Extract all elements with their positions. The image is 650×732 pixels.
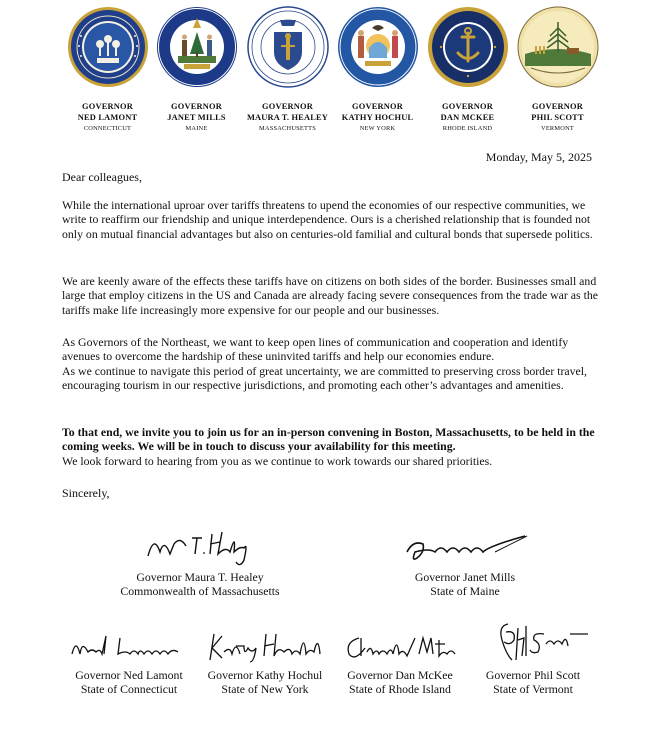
sincerely: Sincerely, [62,486,110,500]
governor-seals-row [60,6,600,156]
signatory-name: Governor Kathy Hochul [207,668,323,682]
governor-column-rhode-island [420,6,515,134]
governor-name: PHIL SCOTT [531,112,584,122]
governor-name: KATHY HOCHUL [341,112,414,122]
signatory-name: Governor Maura T. Healey [136,570,264,584]
signatory-state: State of Vermont [493,682,573,697]
mckee-signature-icon [339,626,461,668]
governor-state: VERMONT [541,125,574,132]
salutation: Dear colleagues, [62,170,142,184]
signature-block-healey [110,522,290,598]
governor-title: GOVERNOR [171,102,222,111]
paragraph-2: We are keenly aware of the effects these tariffs have on citizens on both sides of the border. Businesses small and large that employ citizens in the US and Canada are already facing severe consequences from the trade war as the tariffs make life increasingly more expensive for our people and our businesses. [62,274,598,317]
governor-state: NEW YORK [359,125,396,132]
governor-title: GOVERNOR [262,102,313,111]
paragraph-3-sentence-1: As Governors of the Northeast, we want to keep open lines of communication and cooperation and identify avenues to overcome the hardship of these uninvited tariffs and help our economies endure. [62,335,569,364]
signatory-name: Governor Phil Scott [485,668,581,682]
signatory-state: Commonwealth of Massachusetts [120,584,280,599]
signature-block-lamont [64,626,194,696]
governor-name: MAURA T. HEALEY [246,112,329,122]
governor-state: RHODE ISLAND [442,125,493,132]
maine-seal-icon [156,6,238,88]
governor-column-vermont [510,6,605,134]
governor-state: MAINE [185,125,208,132]
healey-signature-icon [140,522,260,570]
hochul-signature-icon [204,626,326,668]
signature-block-scott [468,620,598,696]
signatory-state: State of Maine [430,584,500,599]
governor-column-massachusetts [240,6,335,134]
lamont-signature-icon [68,626,190,668]
signatory-name: Governor Ned Lamont [75,668,183,682]
mills-signature-icon [395,522,535,570]
signature-block-hochul [200,626,330,696]
signatory-state: State of New York [221,682,309,697]
governor-name: NED LAMONT [77,112,138,122]
governor-state: MASSACHUSETTS [259,125,316,132]
governor-title: GOVERNOR [442,102,493,111]
signatory-name: Governor Dan McKee [347,668,453,682]
governor-name: JANET MILLS [167,112,226,122]
governor-title: GOVERNOR [352,102,403,111]
paragraph-4 [62,425,602,468]
connecticut-seal-icon [67,6,149,88]
paragraph-3-sentence-2: As we continue to navigate this period of great uncertainty, we are committed to preserving cross border travel, encouraging tourism in our respective jurisdictions, and promoting each other’s advantages and amenities. [62,363,588,393]
governor-name: DAN MCKEE [440,112,495,122]
governor-column-new-york [330,6,425,134]
signatory-state: State of Rhode Island [349,682,451,697]
scott-signature-icon [472,620,594,668]
massachusetts-seal-icon [247,6,329,88]
signature-block-mckee [335,626,465,696]
governor-title: GOVERNOR [532,102,583,111]
rhode-island-seal-icon [427,6,509,88]
governor-column-connecticut [60,6,155,134]
letter-date: Monday, May 5, 2025 [485,150,592,164]
closing-line: We look forward to hearing from you as we continue to work towards our shared priorities. [62,453,493,468]
paragraph-1: While the international uproar over tariffs threatens to upend the economies of our respective communities, we write to reaffirm our friendship and unique interdependence. Ours is a cherished relationship that is founded not only on mutual financial advantages but also on centuries-old familial and cultural bonds that supersede politics. [62,198,593,241]
governor-state: CONNECTICUT [83,125,132,132]
paragraph-3 [62,335,602,393]
governor-column-maine [149,6,244,134]
signature-block-mills [385,522,545,598]
signatory-name: Governor Janet Mills [414,570,516,584]
signatory-state: State of Connecticut [80,682,178,697]
invitation-bold-text: To that end, we invite you to join us for an in-person convening in Boston, Massachusetts, to be held in the coming weeks. We will be in touch to discuss your availability for this meeting. [62,425,595,454]
new-york-seal-icon [337,6,419,88]
vermont-seal-icon [517,6,599,88]
governor-title: GOVERNOR [82,102,133,111]
